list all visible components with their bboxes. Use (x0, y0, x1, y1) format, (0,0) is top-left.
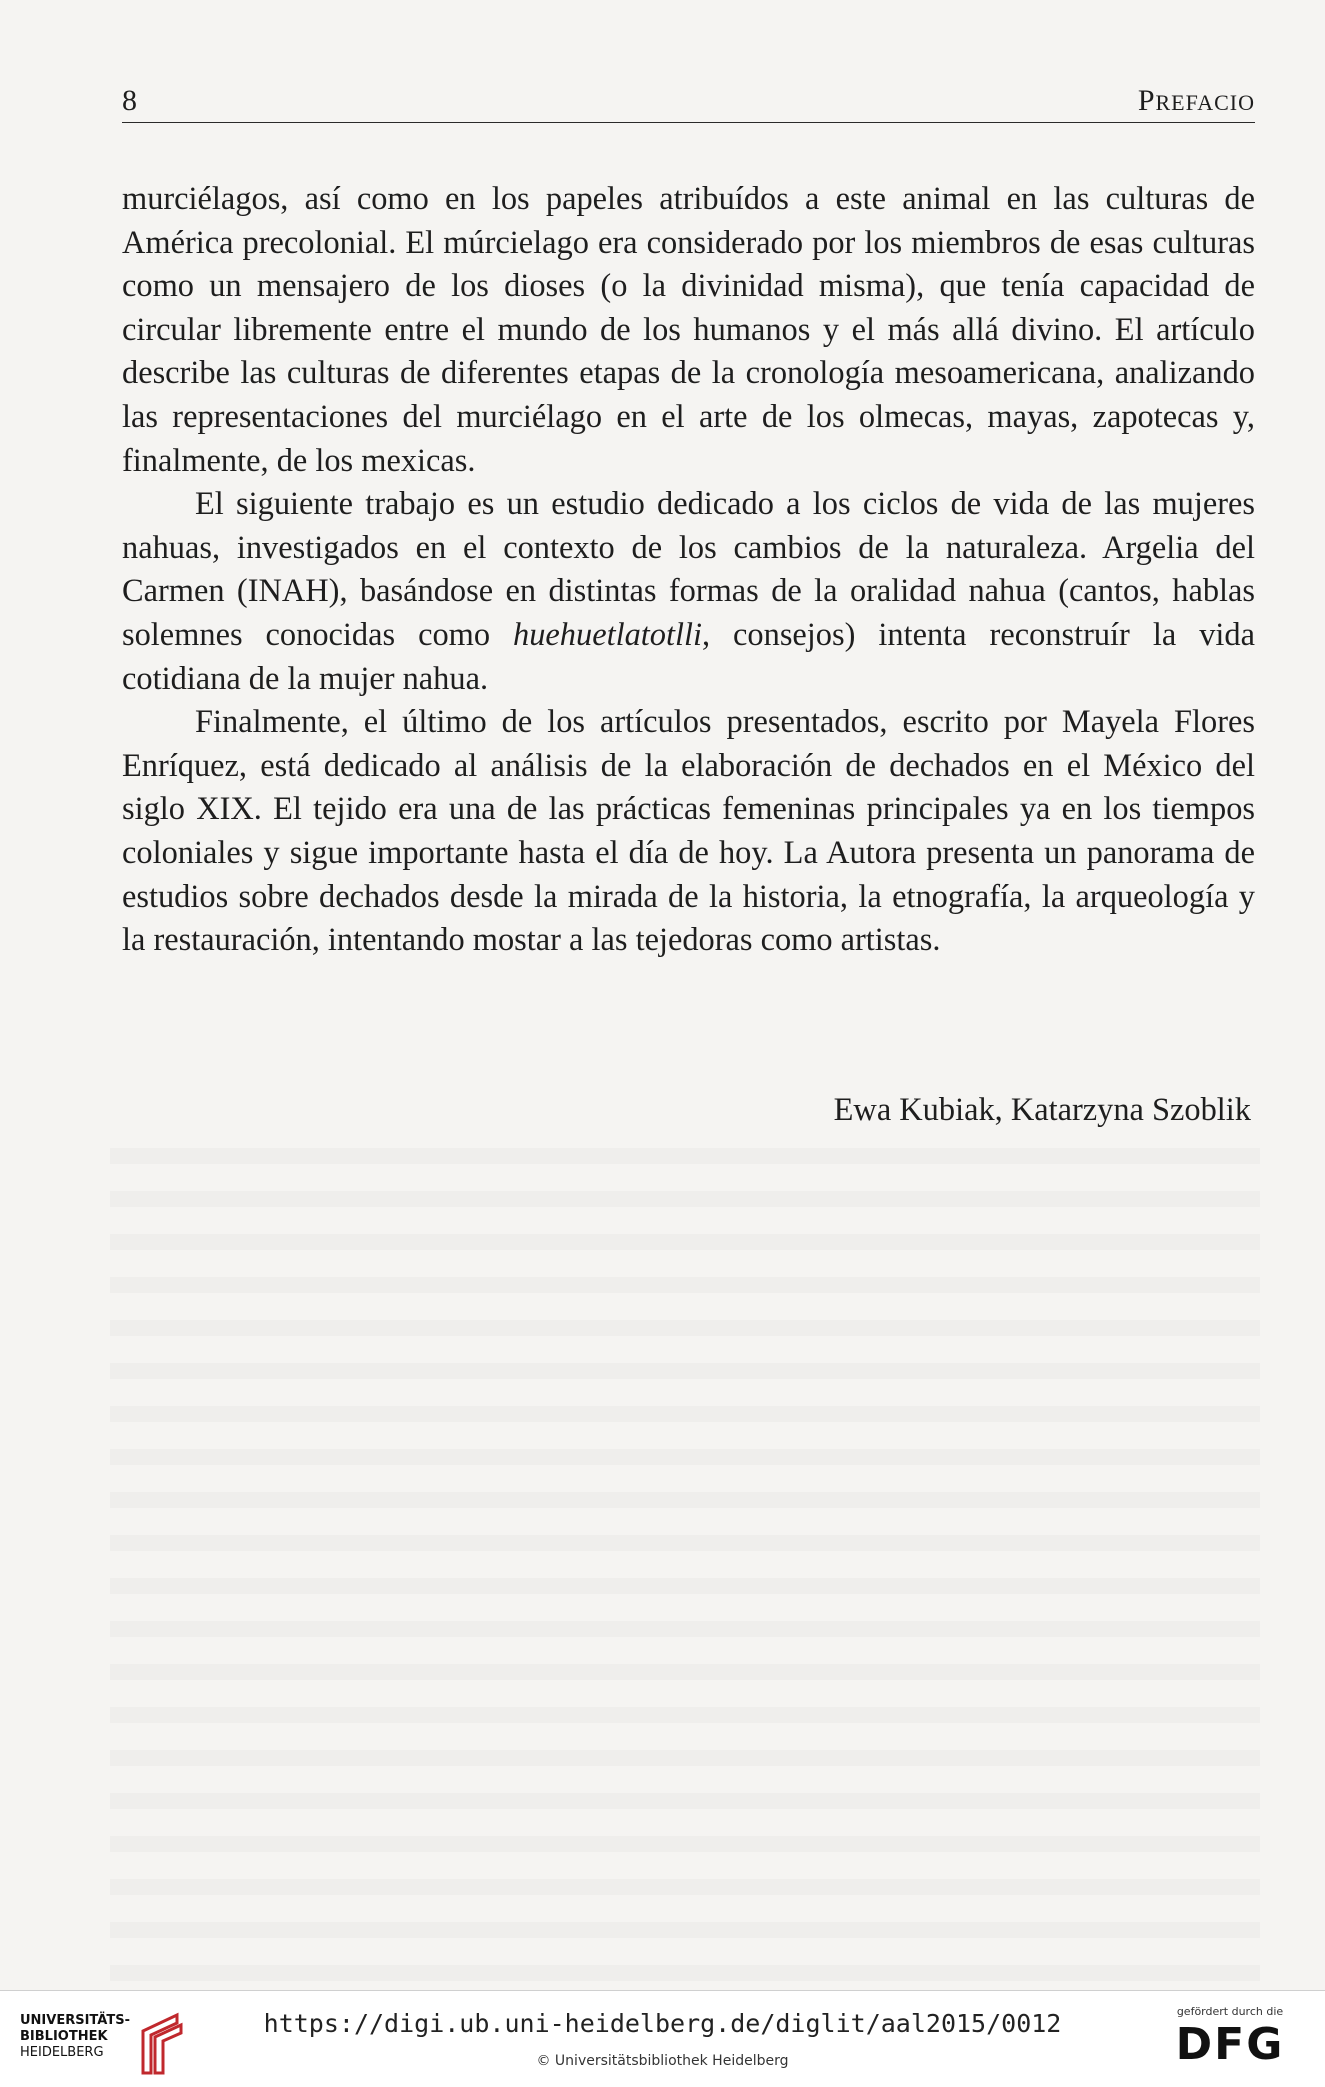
dfg-logo[interactable] (1155, 2005, 1305, 2077)
body-text (122, 178, 1255, 963)
running-head (122, 82, 1255, 123)
page-number: 8 (122, 84, 137, 117)
copyright-notice: © Universitätsbibliothek Heidelberg (536, 2053, 789, 2069)
permalink-url[interactable]: https://digi.ub.uni-heidelberg.de/diglit/aal2015/0012 (263, 2009, 1062, 2038)
section-title (1138, 84, 1255, 118)
library-name-line1: UNIVERSITÄTS- (20, 2013, 130, 2028)
paragraph-bat-article: murciélagos, así como en los papeles atribuídos a este animal en las culturas de América precolonial. El múrcielago era considerado por los miembros de esas culturas como un mensajero de los dioses (o la divinidad misma), que tenía capacidad de circular libremente entre el mundo de los humanos y el más allá divino. El artículo describe las culturas de diferentes etapas de la cronología mesoamericana, analizando las representaciones del murciélago en el arte de los olmecas, mayas, zapotecas y, finalmente, de los mexicas. (122, 181, 1255, 479)
section-title-initial: P (1137, 84, 1156, 117)
paragraph-nahua-women-start: El siguiente trabajo es un estudio dedicado a los ciclos de vida de las mujeres nahuas, investigados en el contexto de los cambios de la naturaleza. Argelia del Carmen (INAH), basándose en distintas formas de la oralidad nahua (cantos, hablas solemnes conocidas como (122, 486, 1255, 653)
bleed-through-texture (110, 1130, 1260, 1990)
paragraph-nahua-women (122, 483, 1255, 701)
funder-caption: gefördert durch die (1176, 2005, 1284, 2018)
italic-term: huehuetlatotlli (513, 616, 702, 653)
library-name-line2: BIBLIOTHEK (20, 2029, 108, 2044)
dfg-wordmark: DFG (1175, 2019, 1285, 2070)
section-title-rest: REFACIO (1155, 90, 1255, 115)
paragraph-nahua-women-end: , consejos) intenta reconstruír la vida cotidiana de la mujer nahua. (122, 616, 1255, 697)
library-name-line3: HEIDELBERG (20, 2045, 104, 2060)
authors-signature: Ewa Kubiak, Katarzyna Szoblik (833, 1092, 1251, 1128)
paragraph-dechados: Finalmente, el último de los artículos presentados, escrito por Mayela Flores Enríquez, está dedicado al análisis de la elaboración de dechados en el México del siglo XIX. El tejido era una de las prácticas femeninas principales ya en los tiempos coloniales y sigue importante hasta el día de hoy. La Autora presenta un panorama de estudios sobre dechados desde la mirada de la historia, la etnografía, la arqueología y la restauración, intentando mostar a las tejedoras como artistas. (122, 704, 1255, 959)
viewer-footer (0, 1990, 1325, 2087)
